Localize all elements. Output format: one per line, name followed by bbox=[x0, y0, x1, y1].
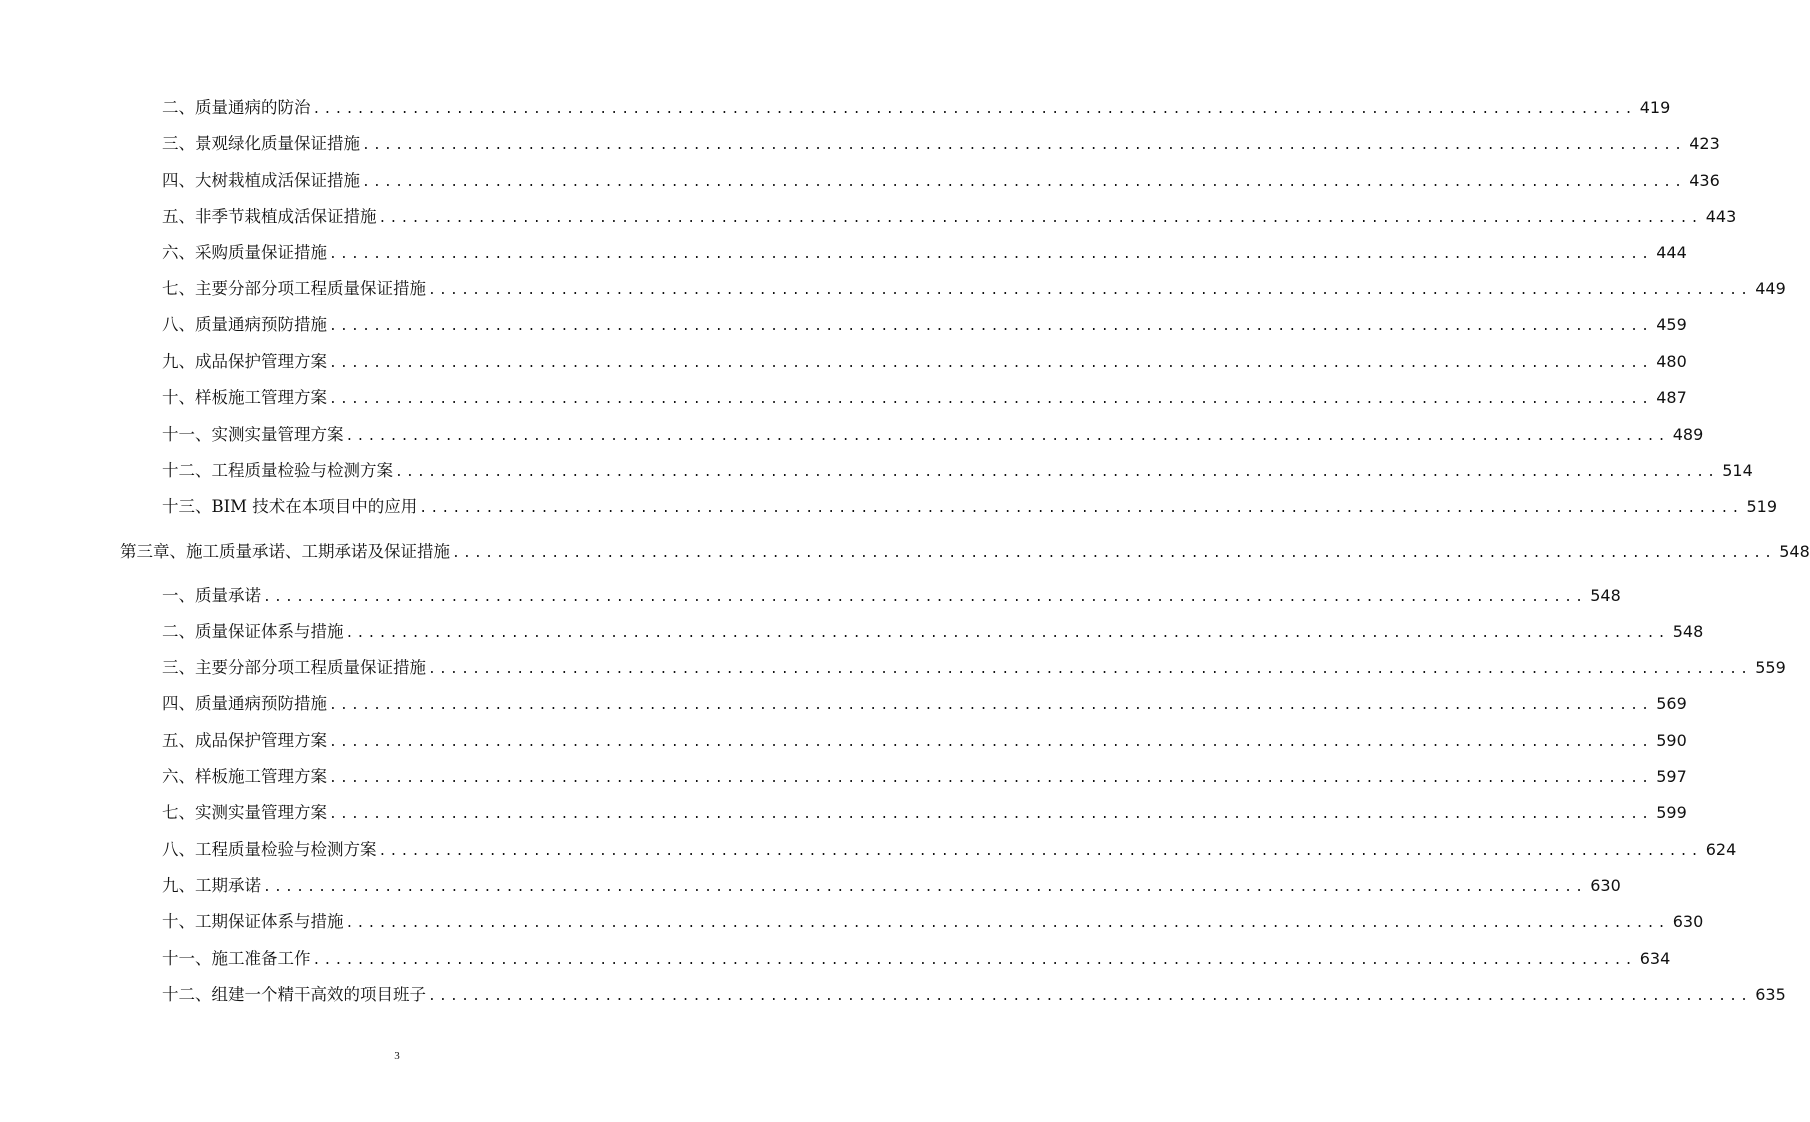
toc-entry[interactable] bbox=[162, 875, 1621, 899]
dot-leader: ........................................................................................................................ bbox=[395, 465, 1719, 480]
toc-entry[interactable] bbox=[162, 730, 1687, 754]
dot-leader: ........................................................................................................................ bbox=[263, 880, 1587, 895]
toc-entry-title: 四、大树栽植成活保证措施 bbox=[162, 171, 360, 190]
dot-leader: ........................................................................................................................ bbox=[362, 138, 1686, 153]
toc-entry-title: 九、成品保护管理方案 bbox=[162, 352, 327, 371]
toc-entry[interactable] bbox=[162, 424, 1704, 448]
toc-entry-title: 十、样板施工管理方案 bbox=[162, 388, 327, 407]
toc-entry[interactable] bbox=[162, 839, 1737, 863]
dot-leader: ........................................................................................................................ bbox=[263, 590, 1587, 605]
dot-leader: ........................................................................................................................ bbox=[345, 626, 1669, 641]
toc-entry[interactable] bbox=[162, 911, 1704, 935]
toc-chapter-entry[interactable] bbox=[120, 541, 1810, 565]
toc-entry[interactable] bbox=[162, 387, 1687, 411]
dot-leader: ........................................................................................................................ bbox=[329, 392, 1653, 407]
toc-entry-title: 十、工期保证体系与措施 bbox=[162, 912, 344, 931]
toc-entry-page: 514 bbox=[1722, 461, 1753, 480]
dot-leader: ........................................................................................................................ bbox=[312, 953, 1636, 968]
page-number: 3 bbox=[394, 1050, 400, 1062]
toc-entry-title: 八、质量通病预防措施 bbox=[162, 315, 327, 334]
toc-entry-page: 630 bbox=[1672, 912, 1704, 931]
toc-entry-page: 548 bbox=[1779, 542, 1810, 561]
dot-leader: ........................................................................................................................ bbox=[378, 844, 1702, 859]
dot-leader: ........................................................................................................................ bbox=[329, 319, 1653, 334]
toc-entry-title: 六、采购质量保证措施 bbox=[162, 243, 327, 262]
toc-entry[interactable] bbox=[162, 948, 1671, 972]
dot-leader: ........................................................................................................................ bbox=[329, 771, 1653, 786]
toc-entry[interactable] bbox=[162, 460, 1753, 484]
toc-entry-page: 423 bbox=[1689, 134, 1720, 153]
toc-entry[interactable] bbox=[162, 170, 1720, 194]
toc-entry[interactable] bbox=[162, 496, 1778, 520]
toc-entry-page: 449 bbox=[1755, 279, 1786, 298]
dot-leader: ........................................................................................................................ bbox=[428, 283, 1752, 298]
dot-leader: ........................................................................................................................ bbox=[329, 356, 1653, 371]
toc-entry[interactable] bbox=[162, 984, 1786, 1008]
toc-entry-page: 436 bbox=[1689, 171, 1720, 190]
toc-entry-title: 三、主要分部分项工程质量保证措施 bbox=[162, 658, 426, 677]
toc-entry-page: 599 bbox=[1656, 803, 1687, 822]
toc-entry-title: 七、实测实量管理方案 bbox=[162, 803, 327, 822]
toc-entry-title: 十一、施工准备工作 bbox=[162, 949, 311, 968]
toc-entry[interactable] bbox=[162, 802, 1687, 826]
toc-entry[interactable] bbox=[162, 97, 1671, 121]
toc-entry-title: 十三、BIM 技术在本项目中的应用 bbox=[162, 497, 418, 516]
dot-leader: ........................................................................................................................ bbox=[312, 102, 1636, 117]
toc-entry[interactable] bbox=[162, 206, 1737, 230]
toc-entry-title: 十二、组建一个精干高效的项目班子 bbox=[162, 985, 426, 1004]
toc-entry[interactable] bbox=[162, 693, 1687, 717]
toc-entry-page: 569 bbox=[1656, 694, 1687, 713]
toc-entry-title: 八、工程质量检验与检测方案 bbox=[162, 840, 377, 859]
dot-leader: ........................................................................................................................ bbox=[329, 698, 1653, 713]
toc-entry-title: 二、质量通病的防治 bbox=[162, 98, 311, 117]
toc-entry-page: 548 bbox=[1590, 586, 1621, 605]
toc-entry-title: 一、质量承诺 bbox=[162, 586, 261, 605]
dot-leader: ........................................................................................................................ bbox=[362, 175, 1686, 190]
toc-entry[interactable] bbox=[162, 585, 1621, 609]
toc-entry-page: 624 bbox=[1705, 840, 1737, 859]
toc-entry-page: 634 bbox=[1639, 949, 1671, 968]
toc-entry-title: 第三章、施工质量承诺、工期承诺及保证措施 bbox=[120, 542, 450, 561]
dot-leader: ........................................................................................................................ bbox=[345, 916, 1669, 931]
toc-entry[interactable] bbox=[162, 278, 1786, 302]
toc-entry-title: 七、主要分部分项工程质量保证措施 bbox=[162, 279, 426, 298]
toc-entry-page: 597 bbox=[1656, 767, 1687, 786]
dot-leader: ........................................................................................................................ bbox=[378, 211, 1702, 226]
dot-leader: ........................................................................................................................ bbox=[329, 247, 1653, 262]
toc-entry[interactable] bbox=[162, 314, 1687, 338]
toc-entry-page: 459 bbox=[1656, 315, 1687, 334]
toc-entry[interactable] bbox=[162, 657, 1786, 681]
toc-entry-page: 519 bbox=[1746, 497, 1778, 516]
toc-entry-page: 635 bbox=[1755, 985, 1786, 1004]
toc-entry-page: 480 bbox=[1656, 352, 1687, 371]
toc-entry-page: 559 bbox=[1755, 658, 1786, 677]
dot-leader: ........................................................................................................................ bbox=[329, 735, 1653, 750]
toc-entry-page: 443 bbox=[1705, 207, 1737, 226]
toc-entry-page: 630 bbox=[1590, 876, 1621, 895]
toc-entry-title: 四、质量通病预防措施 bbox=[162, 694, 327, 713]
dot-leader: ........................................................................................................................ bbox=[428, 662, 1752, 677]
dot-leader: ........................................................................................................................ bbox=[345, 429, 1669, 444]
toc-entry-page: 444 bbox=[1656, 243, 1687, 262]
toc-entry[interactable] bbox=[162, 621, 1704, 645]
toc-entry-title: 二、质量保证体系与措施 bbox=[162, 622, 344, 641]
toc-entry-title: 九、工期承诺 bbox=[162, 876, 261, 895]
toc-entry-page: 489 bbox=[1672, 425, 1704, 444]
toc-entry-title: 十一、实测实量管理方案 bbox=[162, 425, 344, 444]
dot-leader: ........................................................................................................................ bbox=[419, 501, 1743, 516]
toc-entry-page: 487 bbox=[1656, 388, 1687, 407]
toc-entry-page: 419 bbox=[1639, 98, 1671, 117]
toc-entry[interactable] bbox=[162, 133, 1720, 157]
toc-entry-page: 590 bbox=[1656, 731, 1687, 750]
dot-leader: ........................................................................................................................ bbox=[329, 807, 1653, 822]
toc-entry-title: 五、非季节栽植成活保证措施 bbox=[162, 207, 377, 226]
toc-entry[interactable] bbox=[162, 351, 1687, 375]
toc-entry-title: 五、成品保护管理方案 bbox=[162, 731, 327, 750]
toc-entry-title: 三、景观绿化质量保证措施 bbox=[162, 134, 360, 153]
dot-leader: ........................................................................................................................ bbox=[428, 989, 1752, 1004]
toc-entry[interactable] bbox=[162, 242, 1687, 266]
toc-entry-title: 六、样板施工管理方案 bbox=[162, 767, 327, 786]
dot-leader: ........................................................................................................................ bbox=[452, 546, 1776, 561]
toc-entry-title: 十二、工程质量检验与检测方案 bbox=[162, 461, 393, 480]
toc-entry[interactable] bbox=[162, 766, 1687, 790]
toc-entry-page: 548 bbox=[1672, 622, 1704, 641]
